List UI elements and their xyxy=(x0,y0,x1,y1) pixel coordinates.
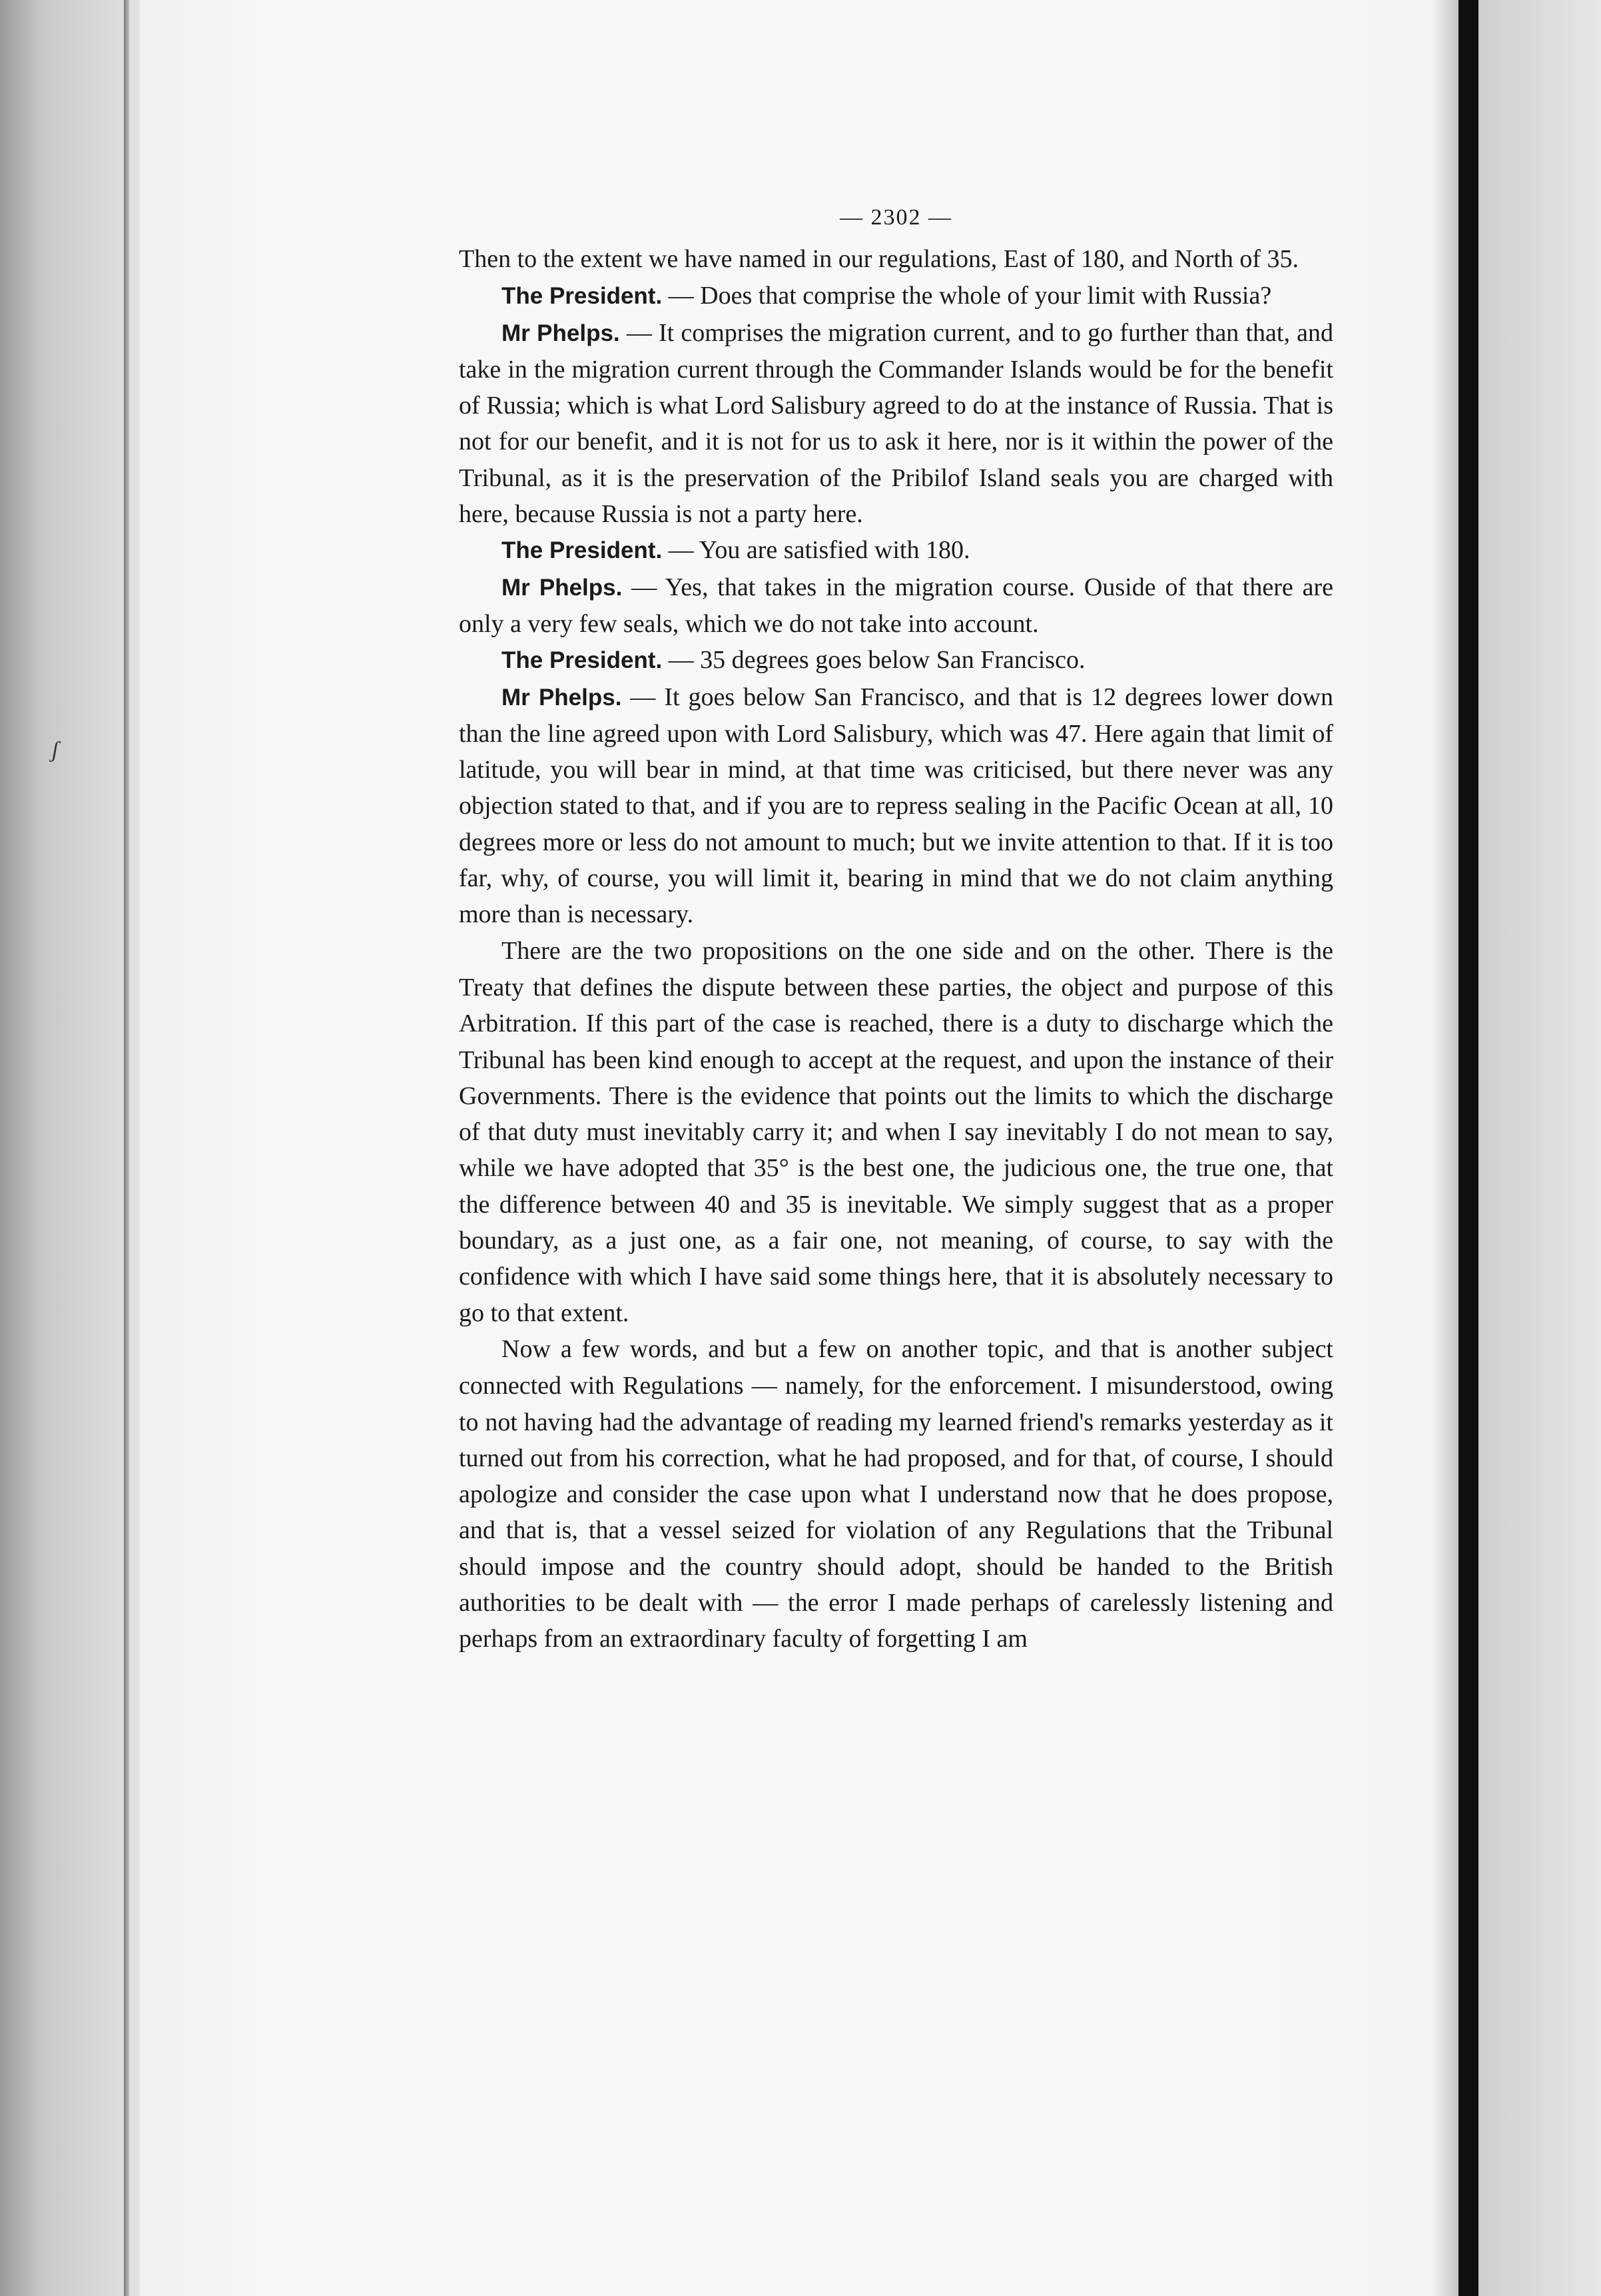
paragraph-text: — It comprises the migration current, and to go further than that, and take in the migration current through the Commander Islands would be for the benefit of Russia; which is what Lord Salisbury agreed to do at the instance of Russia. That is not for our benefit, and it is not for us to ask it here, nor is it within the power of the Tribunal, as it is the preservation of the Pribilof Island seals you are charged with here, because Russia is not a party here. xyxy=(459,318,1333,529)
speaker-label: Mr Phelps. xyxy=(501,320,620,346)
paragraph xyxy=(459,1331,1333,1657)
paragraph xyxy=(459,241,1333,278)
speaker-label: Mr Phelps. xyxy=(501,574,623,601)
speaker-label: The President. xyxy=(501,283,663,310)
paragraph xyxy=(459,642,1333,679)
scan-left-edge xyxy=(124,0,129,2296)
paragraph xyxy=(459,569,1333,643)
speaker-label: The President. xyxy=(501,647,663,674)
speaker-label: Mr Phelps. xyxy=(501,684,622,711)
scan-left-margin xyxy=(0,0,140,2296)
paragraph-text: — It goes below San Francisco, and that is 12 degrees lower down than the line agreed upon with Lord Salisbury, which was 47. Here again that limit of latitude, you will bear in mind, at that time was criticised, but there never was any objection stated to that, and if you are to repress sealing in the Pacific Ocean at all, 10 degrees more or less do not amount to much; but we invite attention to that. If it is too far, why, of course, you will limit it, bearing in mind that we do not claim anything more than is necessary. xyxy=(459,683,1333,929)
paragraph xyxy=(459,278,1333,314)
paragraph xyxy=(459,532,1333,569)
book-binding xyxy=(1458,0,1478,2296)
speaker-label: The President. xyxy=(501,537,663,564)
scan-right-margin xyxy=(1478,0,1601,2296)
paragraph-text: There are the two propositions on the one side and on the other. There is the Treaty that defines the dispute between these parties, the object and purpose of this Arbitration. If this part of the case is reached, there is a duty to discharge which the Tribunal has been kind enough to accept at the request, and upon the instance of their Governments. There is the evidence that points out the limits to which the discharge of that duty must inevitably carry it; and when I say inevitably I do not mean to say, while we have adopted that 35° is the best one, the judicious one, the true one, that the difference between 40 and 35 is inevitable. We simply suggest that as a proper boundary, as a just one, as a fair one, not meaning, of course, to say with the confidence with which I have said some things here, that it is absolutely necessary to go to that extent. xyxy=(459,936,1333,1327)
paragraph-text: — 35 degrees goes below San Francisco. xyxy=(662,646,1086,675)
paragraph xyxy=(459,315,1333,533)
text-column xyxy=(459,200,1333,1657)
paragraph-text: — Does that comprise the whole of your limit with Russia? xyxy=(662,282,1272,310)
page-number: — 2302 — xyxy=(840,205,952,230)
paragraph-text: — You are satisfied with 180. xyxy=(662,536,970,565)
paragraph-text: Then to the extent we have named in our regulations, East of 180, and North of 35. xyxy=(459,245,1299,273)
paragraph xyxy=(459,933,1333,1331)
stray-mark: ʃ xyxy=(52,738,59,762)
paragraph-text: — Yes, that takes in the migration course. Ouside of that there are only a very few seals, which we do not take into account. xyxy=(459,573,1333,638)
paragraph xyxy=(459,679,1333,933)
paragraph-text: Now a few words, and but a few on another topic, and that is another subject connected with Regulations — namely, for the enforcement. I misunderstood, owing to not having had the advantage of reading my learned friend's remarks yesterday as it turned out from his correction, what he had proposed, and for that, of course, I should apologize and consider the case upon what I understand now that he does propose, and that is, that a vessel seized for violation of any Regulations that the Tribunal should impose and the country should adopt, should be handed to the British authorities to be dealt with — the error I made perhaps of carelessly listening and perhaps from an extraordinary faculty of forgetting I am xyxy=(459,1334,1333,1653)
